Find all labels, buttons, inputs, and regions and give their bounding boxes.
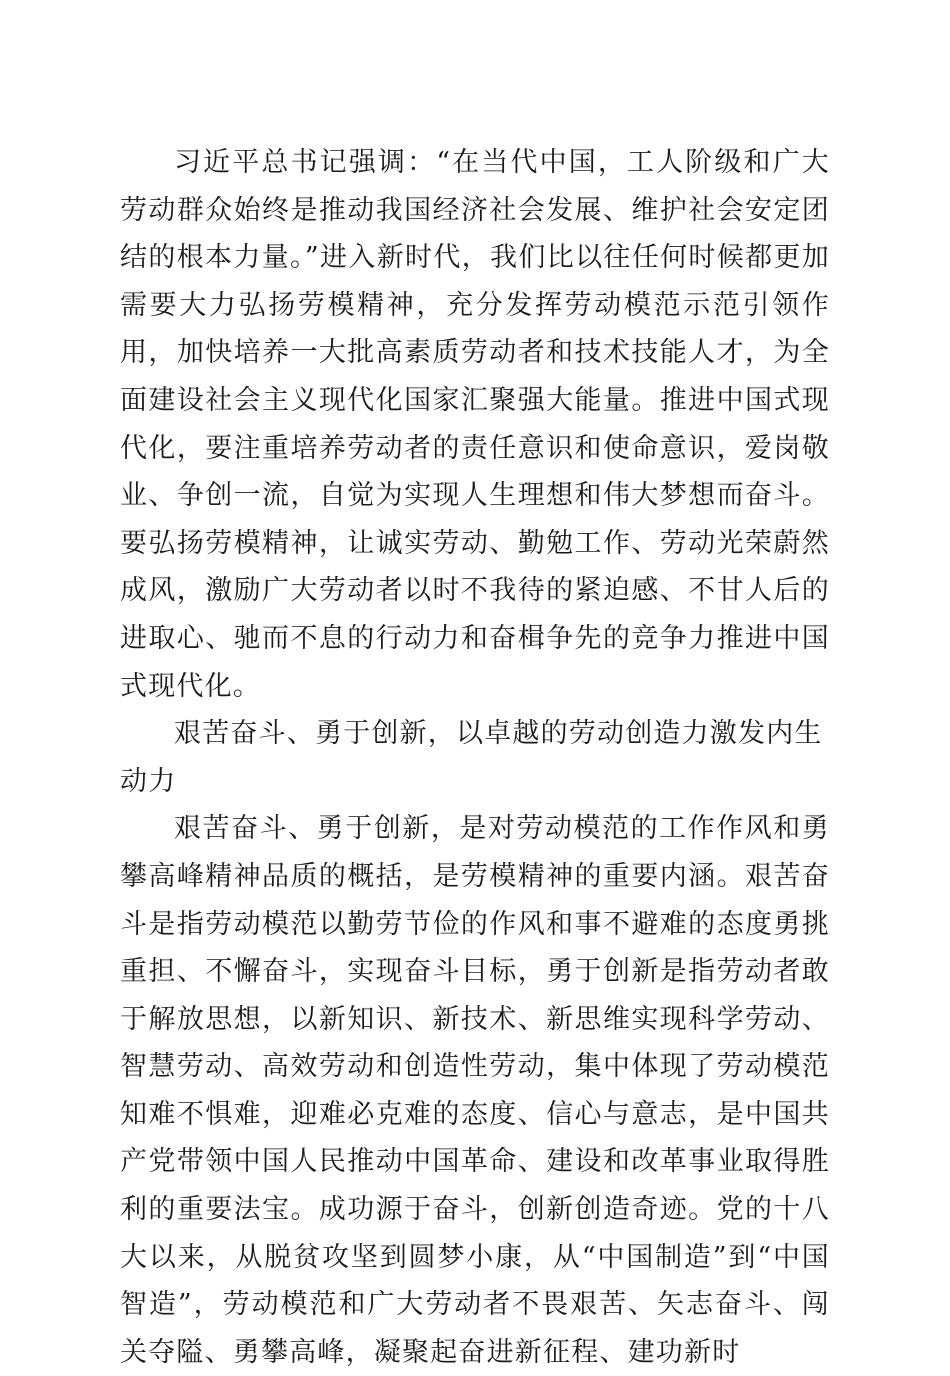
- document-body: [120, 139, 830, 1376]
- paragraph-2: 艰苦奋斗、勇于创新，是对劳动模范的工作作风和勇攀高峰精神品质的概括，是劳模精神的重要内涵。艰苦奋斗是指劳动模范以勤劳节俭的作风和事不避难的态度勇挑重担、不懈奋斗，实现奋斗目标，勇于创新是指劳动者敢于解放思想，以新知识、新技术、新思维实现科学劳动、智慧劳动、高效劳动和创造性劳动，集中体现了劳动模范知难不惧难，迎难必克难的态度、信心与意志，是中国共产党带领中国人民推动中国革命、建设和改革事业取得胜利的重要法宝。成功源于奋斗，创新创造奇迹。党的十八大以来，从脱贫攻坚到圆梦小康，从“中国制造”到“中国智造”，劳动模范和广大劳动者不畏艰苦、矢志奋斗、闯关夺隘、勇攀高峰，凝聚起奋进新征程、建功新时: [120, 813, 830, 1368]
- section-heading: 艰苦奋斗、勇于创新，以卓越的劳动创造力激发内生动力: [120, 718, 823, 797]
- paragraph-1: 习近平总书记强调：“在当代中国，工人阶级和广大劳动群众始终是推动我国经济社会发展、维护社会安定团结的根本力量。”进入新时代，我们比以往任何时候都更加需要大力弘扬劳模精神，充分发挥劳动模范示范引领作用，加快培养一大批高素质劳动者和技术技能人才，为全面建设社会主义现代化国家汇聚强大能量。推进中国式现代化，要注重培养劳动者的责任意识和使命意识，爱岗敬业、争创一流，自觉为实现人生理想和伟大梦想而奋斗。要弘扬劳模精神，让诚实劳动、勤勉工作、劳动光荣蔚然成风，激励广大劳动者以时不我待的紧迫感、不甘人后的进取心、驰而不息的行动力和奋楫争先的竞争力推进中国式现代化。: [120, 147, 830, 702]
